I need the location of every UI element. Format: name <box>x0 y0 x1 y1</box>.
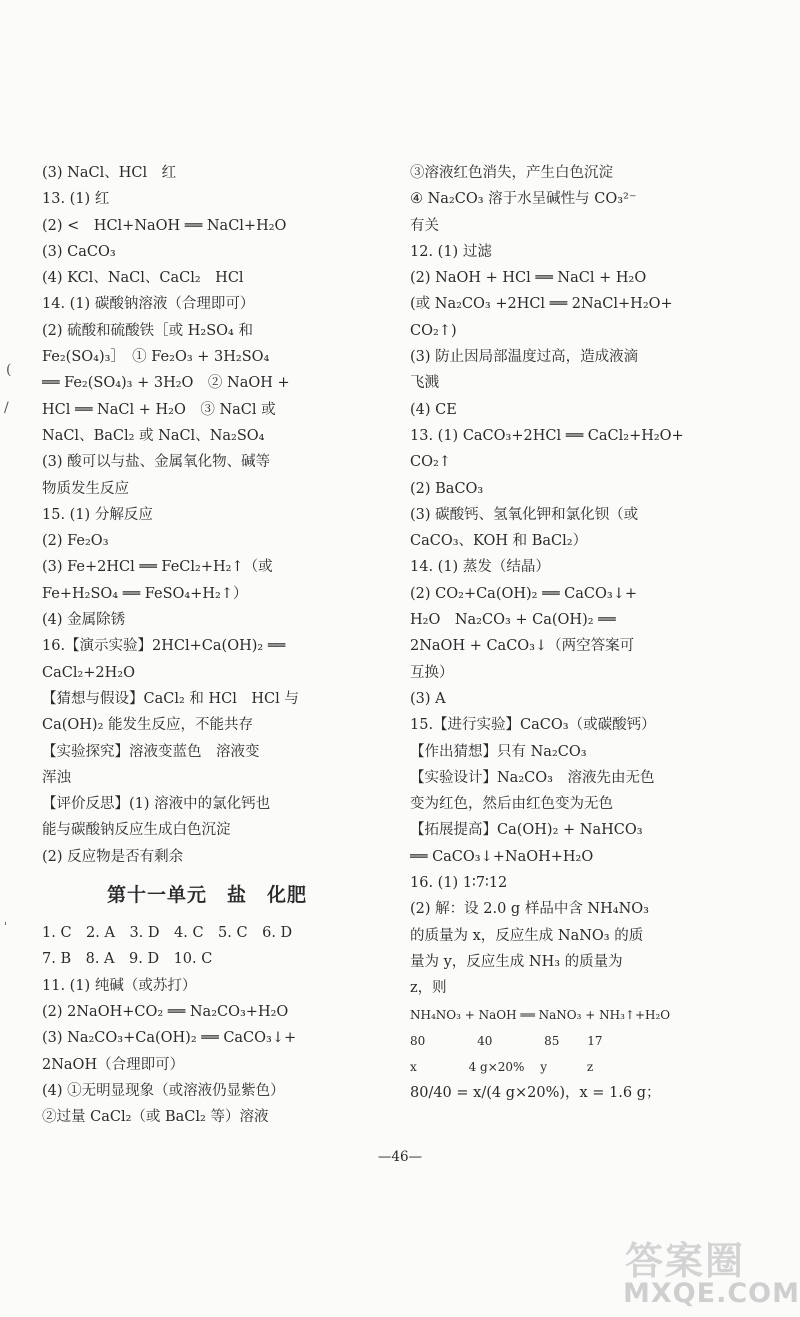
answer-line: ③溶液红色消失，产生白色沉淀 <box>410 165 613 181</box>
answer-line: (4) CE <box>410 401 457 418</box>
answer-line: x 4 g×20% y z <box>410 1060 594 1075</box>
answer-line: 11. (1) 纯碱（或苏打） <box>42 977 197 994</box>
left-column <box>42 160 392 1130</box>
answer-line: (2) 反应物是否有剩余 <box>42 848 184 865</box>
watermark-text: 答案圈 <box>625 1239 746 1283</box>
answer-line: 【拓展提高】Ca(OH)₂ + NaHCO₃ <box>410 822 643 839</box>
answer-line: (3) NaCl、HCl 红 <box>42 165 177 181</box>
answer-line: 【作出猜想】只有 Na₂CO₃ <box>410 743 587 760</box>
answer-line: (3) 防止因局部温度过高，造成液滴 <box>410 349 639 366</box>
answer-line: 互换） <box>410 664 454 681</box>
answer-line: (2) 2NaOH+CO₂ ══ Na₂CO₃+H₂O <box>42 1003 289 1020</box>
answer-line: (或 Na₂CO₃ +2HCl ══ 2NaCl+H₂O+ <box>410 296 673 313</box>
section-heading: 第十一单元 盐 化肥 <box>106 884 307 907</box>
answer-line: (2) 解：设 2.0 g 样品中含 NH₄NO₃ <box>410 901 649 918</box>
page-number: —46— <box>377 1149 423 1165</box>
site-watermark <box>615 1230 800 1312</box>
answer-line: (2) BaCO₃ <box>410 480 484 497</box>
answer-line: z，则 <box>410 980 447 997</box>
answer-line: 13. (1) 红 <box>42 191 110 208</box>
answer-line: ══ Fe₂(SO₄)₃ + 3H₂O ② NaOH + <box>42 375 290 392</box>
answer-line: 2NaOH + CaCO₃↓（两空答案可 <box>410 638 635 655</box>
answer-line: NaCl、BaCl₂ 或 NaCl、Na₂SO₄ <box>42 427 265 444</box>
answer-line: 80/40 = x/(4 g×20%)，x = 1.6 g； <box>410 1085 661 1102</box>
answer-line: H₂O Na₂CO₃ + Ca(OH)₂ ══ <box>410 612 616 629</box>
answer-line: 2NaOH（合理即可） <box>42 1056 185 1073</box>
answer-line: 【评价反思】(1) 溶液中的氯化钙也 <box>42 796 271 813</box>
answer-line: (4) 金属除锈 <box>42 612 126 629</box>
answer-line: (4) ①无明显现象（或溶液仍显紫色） <box>42 1082 285 1099</box>
answer-line: 量为 y，反应生成 NH₃ 的质量为 <box>410 953 623 970</box>
answer-line: Ca(OH)₂ 能发生反应，不能共存 <box>42 717 254 734</box>
answer-line: 14. (1) 蒸发（结晶） <box>410 559 550 576</box>
answer-line: (2) CO₂+Ca(OH)₂ ══ CaCO₃↓+ <box>410 585 638 602</box>
answer-line: HCl ══ NaCl + H₂O ③ NaCl 或 <box>42 401 276 418</box>
answer-line: ④ Na₂CO₃ 溶于水呈碱性与 CO₃²⁻ <box>410 191 637 208</box>
right-column <box>410 160 780 1107</box>
answer-line: (3) 酸可以与盐、金属氧化物、碱等 <box>42 454 271 471</box>
answer-line: 15.【进行实验】CaCO₃（或碳酸钙） <box>410 717 656 734</box>
margin-mark: / <box>4 400 9 416</box>
answer-line: 能与碳酸钠反应生成白色沉淀 <box>42 822 231 839</box>
answer-line: 的质量为 x，反应生成 NaNO₃ 的质 <box>410 927 644 944</box>
answer-line: 变为红色，然后由红色变为无色 <box>410 796 613 813</box>
answer-line: CaCO₃、KOH 和 BaCl₂） <box>410 533 588 550</box>
answer-line: Fe+H₂SO₄ ══ FeSO₄+H₂↑） <box>42 585 248 602</box>
answer-line: 12. (1) 过滤 <box>410 243 492 260</box>
margin-mark: ' <box>4 920 8 933</box>
answer-line: ②过量 CaCl₂（或 BaCl₂ 等）溶液 <box>42 1109 269 1126</box>
answer-line: 14. (1) 碳酸钠溶液（合理即可） <box>42 296 255 313</box>
answer-line: (3) A <box>410 690 446 707</box>
answer-line: 16. (1) 1∶7∶12 <box>410 875 508 892</box>
answer-line: CO₂↑) <box>410 322 457 339</box>
answer-line: (3) CaCO₃ <box>42 243 116 260</box>
answer-line: 有关 <box>410 217 439 234</box>
answer-line: Fe₂(SO₄)₃］ ① Fe₂O₃ + 3H₂SO₄ <box>42 349 270 366</box>
answer-line: 浑浊 <box>42 769 71 786</box>
answer-line: (3) Fe+2HCl ══ FeCl₂+H₂↑（或 <box>42 559 273 576</box>
answer-line: (3) 碳酸钙、氢氧化钾和氯化钡（或 <box>410 506 639 523</box>
answer-line: (2) 硫酸和硫酸铁［或 H₂SO₄ 和 <box>42 322 253 339</box>
margin-mark: ( <box>6 362 12 378</box>
answer-line: 15. (1) 分解反应 <box>42 506 153 523</box>
watermark-url: MXQE.COM <box>623 1278 800 1309</box>
answer-line: 【猜想与假设】CaCl₂ 和 HCl HCl 与 <box>42 690 299 707</box>
answer-line: (2) < HCl+NaOH ══ NaCl+H₂O <box>42 217 287 234</box>
answer-line: (4) KCl、NaCl、CaCl₂ HCl <box>42 270 244 287</box>
answer-line: 【实验探究】溶液变蓝色 溶液变 <box>42 743 260 760</box>
answer-line: 13. (1) CaCO₃+2HCl ══ CaCl₂+H₂O+ <box>410 427 684 444</box>
answer-line: 80 40 85 17 <box>410 1033 603 1048</box>
answer-line: 7. B 8. A 9. D 10. C <box>42 951 213 968</box>
answer-line: CaCl₂+2H₂O <box>42 664 136 681</box>
answer-line: (2) NaOH + HCl ══ NaCl + H₂O <box>410 270 647 287</box>
answer-line: 【实验设计】Na₂CO₃ 溶液先由无色 <box>410 769 655 786</box>
answer-line: ══ CaCO₃↓+NaOH+H₂O <box>410 848 594 865</box>
answer-line: 16.【演示实验】2HCl+Ca(OH)₂ ══ <box>42 638 286 655</box>
answer-line: (2) Fe₂O₃ <box>42 533 109 550</box>
answer-line: 飞溅 <box>410 375 439 392</box>
answer-line: CO₂↑ <box>410 454 451 471</box>
answer-line: NH₄NO₃ + NaOH ══ NaNO₃ + NH₃↑+H₂O <box>410 1007 671 1022</box>
answer-line: 物质发生反应 <box>42 480 129 497</box>
answer-line: 1. C 2. A 3. D 4. C 5. C 6. D <box>42 925 293 942</box>
answer-line: (3) Na₂CO₃+Ca(OH)₂ ══ CaCO₃↓+ <box>42 1030 297 1047</box>
